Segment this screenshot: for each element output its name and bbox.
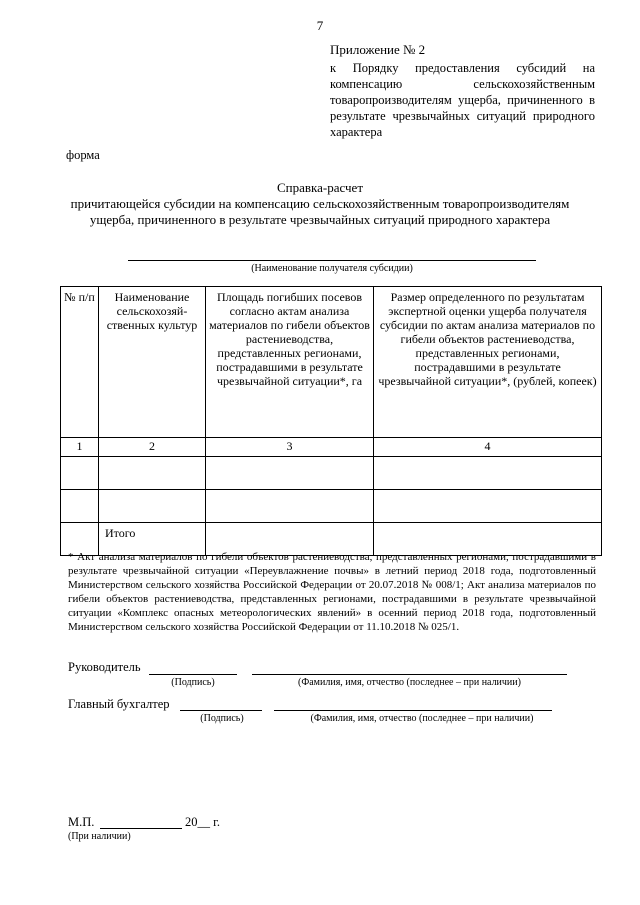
head-name-line[interactable] xyxy=(252,674,567,675)
accountant-name-line[interactable] xyxy=(274,710,552,711)
table-row xyxy=(61,490,602,523)
head-label: Руководитель xyxy=(68,660,141,674)
form-label: форма xyxy=(66,148,100,162)
accountant-label: Главный бухгалтер xyxy=(68,697,170,711)
document-title-block xyxy=(60,180,580,228)
column-number: 1 xyxy=(61,438,99,457)
document-title: Справка-расчет xyxy=(276,180,364,195)
table-row xyxy=(61,457,602,490)
table-cell[interactable] xyxy=(61,490,99,523)
accountant-signature-caption: (Подпись) xyxy=(200,713,244,724)
table-header-row xyxy=(61,287,602,438)
table-cell[interactable] xyxy=(61,457,99,490)
header-area: Площадь погибших посевов согласно актам анализа материалов по гибели объектов растениеводства, представленных регионами, пострадавшими в результате чрезвычайной ситуации*, га xyxy=(206,287,374,438)
appendix-text: к Порядку предоставления субсидий на компенсацию сельскохозяйственным товаропроизводителям ущерба, причиненного в результате чрезвычайных ситуаций природного характера xyxy=(330,61,595,139)
total-label: Итого xyxy=(99,523,206,556)
document-subtitle: причитающейся субсидии на компенсацию сельскохозяйственным товаропроизводителям ущерба, причиненного в результате чрезвычайных ситуаций природного характера xyxy=(70,196,570,227)
footnote: * Акт анализа материалов по гибели объектов растениеводства, представленных регионами, пострадавшими в результате чрезвычайной ситуации «Переувлажнение почвы» в летний период 2018 года, подготовленный Министерством сельского хозяйства Российской Федерации от 20.07.2018 № 008/1; Акт анализа материалов по гибели объектов растениеводства, представленных регионами, пострадавшими в результате чрезвычайной ситуации «Комплекс опасных метеорологических явлений» в осенний период 2018 года, подготовленный Министерством сельского хозяйства Российской Федерации от 11.10.2018 № 025/1. xyxy=(68,551,596,633)
table-cell[interactable] xyxy=(99,490,206,523)
appendix-block xyxy=(330,42,595,140)
header-number: № п/п xyxy=(61,287,99,438)
seal-date-line[interactable] xyxy=(100,828,182,829)
recipient-caption: (Наименование получателя субсидии) xyxy=(251,263,413,274)
page-number: 7 xyxy=(316,18,324,33)
table-cell[interactable] xyxy=(374,457,602,490)
accountant-signature-line[interactable] xyxy=(180,710,262,711)
column-number: 3 xyxy=(206,438,374,457)
recipient-name-line xyxy=(128,260,536,261)
head-name-caption: (Фамилия, имя, отчество (последнее – при наличии) xyxy=(298,677,521,688)
table-cell[interactable] xyxy=(206,457,374,490)
table-cell[interactable] xyxy=(206,490,374,523)
header-damage: Размер определенного по результатам экспертной оценки ущерба получателя субсидии по актам анализа материалов по гибели объектов растениеводства, представленных регионами, пострадавшими в результате чрезвычайной ситуации*, (рублей, копеек) xyxy=(374,287,602,438)
column-number-row xyxy=(61,438,602,457)
head-signature-line[interactable] xyxy=(149,674,237,675)
appendix-title: Приложение № 2 xyxy=(330,42,426,57)
column-number: 2 xyxy=(99,438,206,457)
table-cell[interactable] xyxy=(374,490,602,523)
header-crops: Наименование сельскохозяй-ственных культур xyxy=(99,287,206,438)
accountant-name-caption: (Фамилия, имя, отчество (последнее – при наличии) xyxy=(310,713,534,724)
seal-caption: (При наличии) xyxy=(68,831,131,842)
table-cell[interactable] xyxy=(99,457,206,490)
seal-year: 20__ г. xyxy=(185,815,220,829)
head-signature-caption: (Подпись) xyxy=(171,677,215,688)
seal-label: М.П. xyxy=(68,815,95,829)
column-number: 4 xyxy=(374,438,602,457)
calculation-table xyxy=(60,286,602,556)
